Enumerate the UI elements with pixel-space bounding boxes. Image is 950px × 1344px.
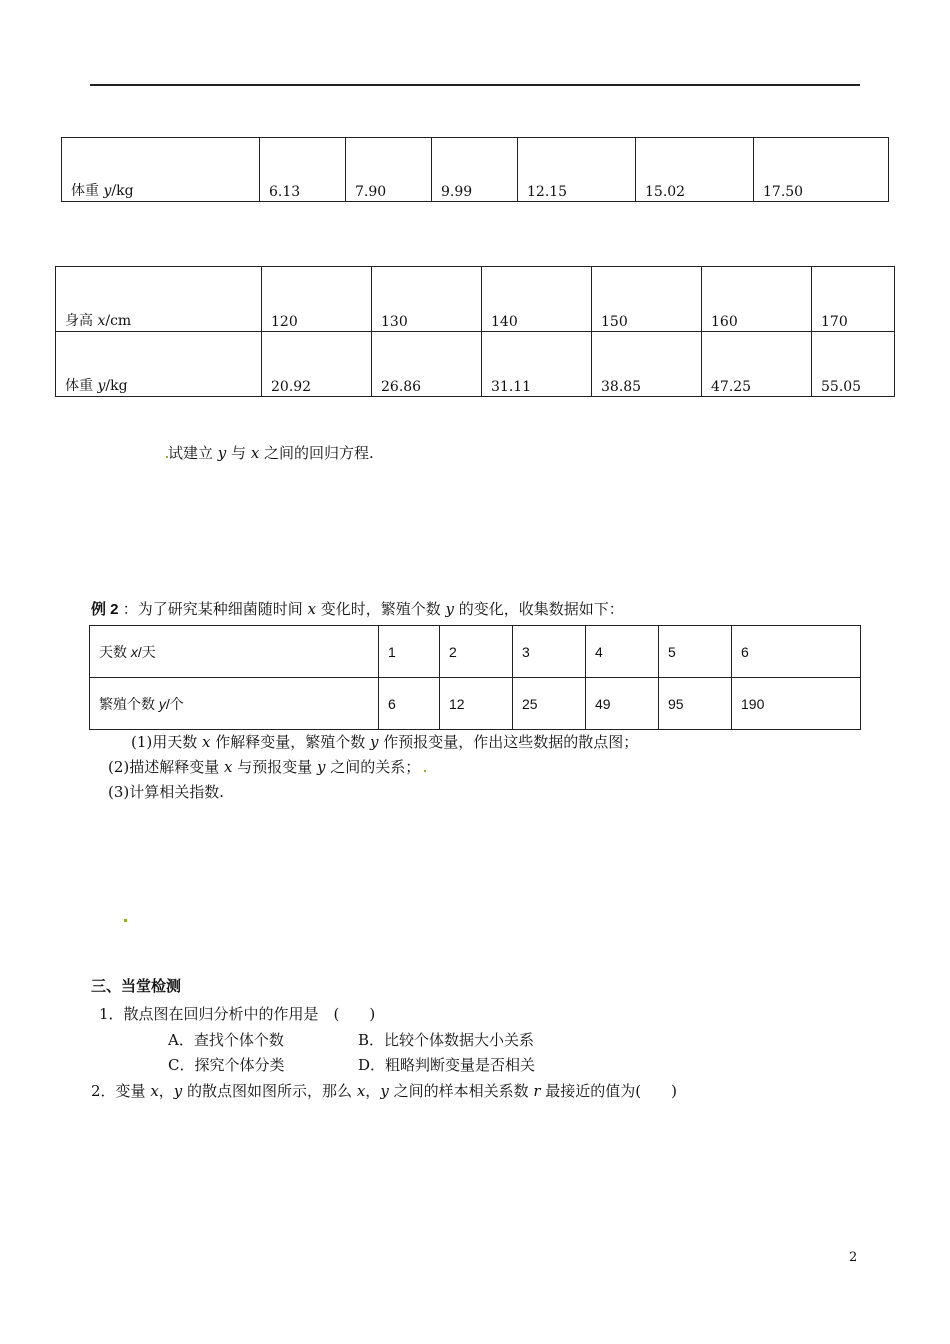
- table-cell: 6.13: [260, 138, 346, 202]
- table-row: [56, 332, 895, 397]
- table-cell: 6: [732, 626, 861, 678]
- table-cell: 12.15: [518, 138, 636, 202]
- table-cell: 130: [372, 267, 482, 332]
- question-1: (1)用天数 x 作解释变量，繁殖个数 y 作预报变量，作出这些数据的散点图；: [131, 733, 639, 751]
- table-cell: 47.25: [702, 332, 812, 397]
- option-a: A．查找个体个数: [168, 1031, 284, 1049]
- bacteria-table: [89, 625, 861, 730]
- table-cell: 190: [732, 678, 861, 730]
- table-row: [90, 626, 861, 678]
- row-label: 身高 x/cm: [56, 267, 262, 332]
- table-cell: 12: [440, 678, 513, 730]
- stray-mark: [124, 919, 127, 922]
- option-b: B．比较个体数据大小关系: [358, 1031, 535, 1049]
- table-cell: 38.85: [592, 332, 702, 397]
- table-cell: 49: [586, 678, 659, 730]
- check-item-1-stem: 1．散点图在回归分析中的作用是 ( ): [99, 1005, 376, 1023]
- table-cell: 9.99: [432, 138, 518, 202]
- question-3: (3)计算相关指数.: [108, 783, 225, 801]
- weight-table-top: [61, 137, 889, 202]
- row-label: 体重 y/kg: [56, 332, 262, 397]
- table-cell: 140: [482, 267, 592, 332]
- table-cell: 95: [659, 678, 732, 730]
- table-cell: 31.11: [482, 332, 592, 397]
- option-d: D．粗略判断变量是否相关: [358, 1056, 536, 1074]
- table-cell: 160: [702, 267, 812, 332]
- row-label: 体重 y/kg: [62, 138, 260, 202]
- page-number: 2: [849, 1250, 858, 1265]
- task-regression-equation: 试建立 y 与 x 之间的回归方程.: [168, 444, 374, 462]
- row-label: 繁殖个数 y/个: [90, 678, 379, 730]
- table-cell: 150: [592, 267, 702, 332]
- table-cell: 5: [659, 626, 732, 678]
- table-cell: 1: [379, 626, 440, 678]
- table-cell: 2: [440, 626, 513, 678]
- table-cell: 3: [513, 626, 586, 678]
- table-cell: 20.92: [262, 332, 372, 397]
- table-row: [56, 267, 895, 332]
- table-cell: 120: [262, 267, 372, 332]
- table-cell: 4: [586, 626, 659, 678]
- table-cell: 25: [513, 678, 586, 730]
- question-2: (2)描述解释变量 x 与预报变量 y 之间的关系；: [108, 756, 426, 777]
- table-cell: 26.86: [372, 332, 482, 397]
- header-rule: [90, 84, 860, 86]
- table-row: [62, 138, 889, 202]
- section-title: 三、当堂检测: [91, 978, 182, 995]
- table-cell: 170: [812, 267, 895, 332]
- table-cell: 7.90: [346, 138, 432, 202]
- table-cell: 15.02: [636, 138, 754, 202]
- table-cell: 55.05: [812, 332, 895, 397]
- table-cell: 6: [379, 678, 440, 730]
- table-cell: 17.50: [754, 138, 889, 202]
- check-item-2: 2．变量 x，y 的散点图如图所示，那么 x，y 之间的样本相关系数 r 最接近的值为( ): [91, 1082, 677, 1100]
- table-row: [90, 678, 861, 730]
- height-weight-table: [55, 266, 895, 397]
- example2-intro: 例 2 ：为了研究某种细菌随时间 x 变化时，繁殖个数 y 的变化，收集数据如下：: [91, 600, 624, 618]
- row-label: 天数 x/天: [90, 626, 379, 678]
- option-c: C．探究个体分类: [168, 1056, 285, 1074]
